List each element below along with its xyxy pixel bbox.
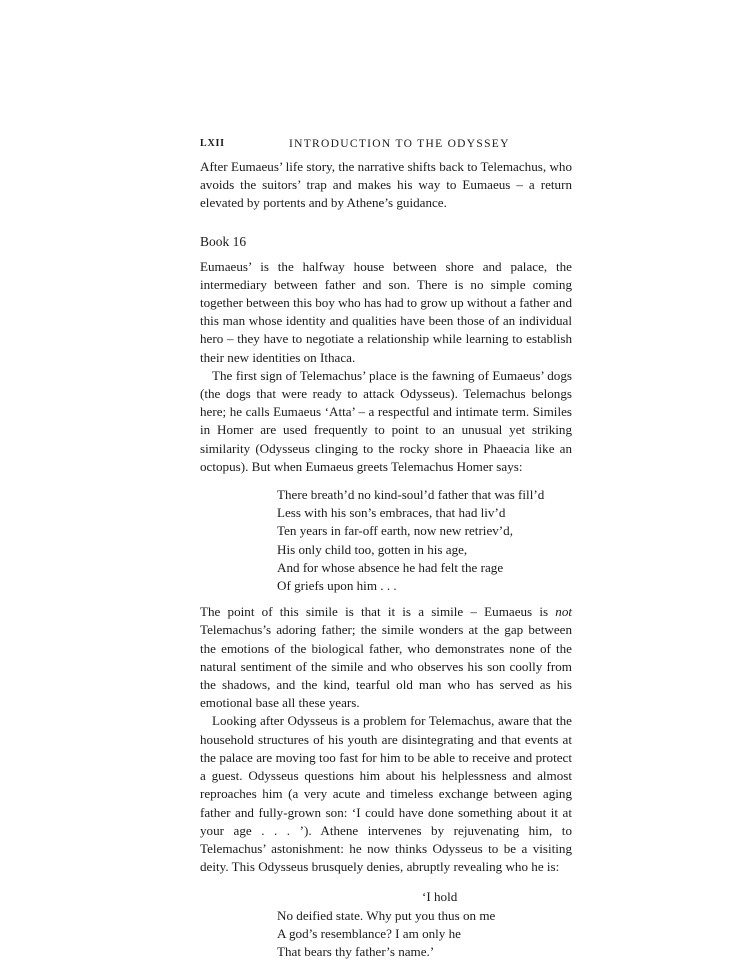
paragraph-4: Looking after Odysseus is a problem for Telemachus, aware that the household structures of his youth are disintegrating and that events at the palace are moving too fast for him to be able to receive and protect a guest. Odysseus questions him about his helplessness and almost reproaches him (a very acute and timeless exchange between aging father and fully-grown son: ‘I could have done something about it at your age . . . ’). Athene intervenes by rejuvenating him, to Telemachus’ astonishment: he now thinks Odysseus to be a visiting deity. This Odysseus brusquely denies, abruptly revealing who he is: <box>200 713 572 875</box>
paragraph-3-end: Telemachus’s adoring father; the simile wonders at the gap between the emotions of the biological father, who demonstrates none of the natural sentiment of the simile and who observes his son coolly from the shadows, and the kind, tearful old man who has served as his emotional base all these years. <box>200 622 572 711</box>
paragraph-2: The first sign of Telemachus’ place is the fawning of Eumaeus’ dogs (the dogs that were ready to attack Odysseus). Telemachus belongs here; he calls Eumaeus ‘Atta’ – a respectful and intimate term. Similes in Homer are used frequently to point to an unusual yet striking similarity (Odysseus clinging to the rocky shore in Phaeacia like an octopus). But when Eumaeus greets Telemachus Homer says: <box>200 367 572 474</box>
page-number: LXII <box>200 138 225 149</box>
running-title: INTRODUCTION TO THE ODYSSEY <box>289 138 510 150</box>
verse-quotation-1 <box>277 486 572 595</box>
verse-line: Less with his son’s embraces, that had liv’d <box>277 505 506 521</box>
book-page <box>200 136 572 961</box>
opening-paragraph: After Eumaeus’ life story, the narrative shifts back to Telemachus, who avoids the suitors’ trap and makes his way to Eumaeus – a return elevated by portents and by Athene’s guidance. <box>200 159 572 211</box>
verse-line: ‘I hold <box>422 889 458 905</box>
verse-line: And for whose absence he had felt the rage <box>277 559 504 575</box>
verse-line: A god’s resemblance? I am only he <box>277 925 461 941</box>
section-gap <box>200 213 572 233</box>
verse-line: Ten years in far-off earth, now new retriev’d, <box>277 523 513 539</box>
verse-quotation-2 <box>277 888 572 961</box>
verse-line: That bears thy father’s name.’ <box>277 943 435 959</box>
verse-line: There breath’d no kind-soul’d father that was fill’d <box>277 487 545 503</box>
emphasis-not: not <box>555 604 572 620</box>
paragraph-1: Eumaeus’ is the halfway house between shore and palace, the intermediary between father and son. There is no simple coming together between this boy who has had to grow up without a father and this man whose identity and qualities have been those of an individual hero – they have to negotiate a relationship while learning to establish their new identities on Ithaca. <box>200 258 572 365</box>
paragraph-3-start: The point of this simile is that it is a simile – Eumaeus is <box>200 604 556 620</box>
verse-line: No deified state. Why put you thus on me <box>277 907 496 923</box>
verse-line: Of griefs upon him . . . <box>277 578 397 594</box>
paragraph-3 <box>200 603 572 712</box>
section-heading: Book 16 <box>200 233 247 249</box>
running-head <box>200 136 572 156</box>
verse-line: His only child too, gotten in his age, <box>277 541 468 557</box>
